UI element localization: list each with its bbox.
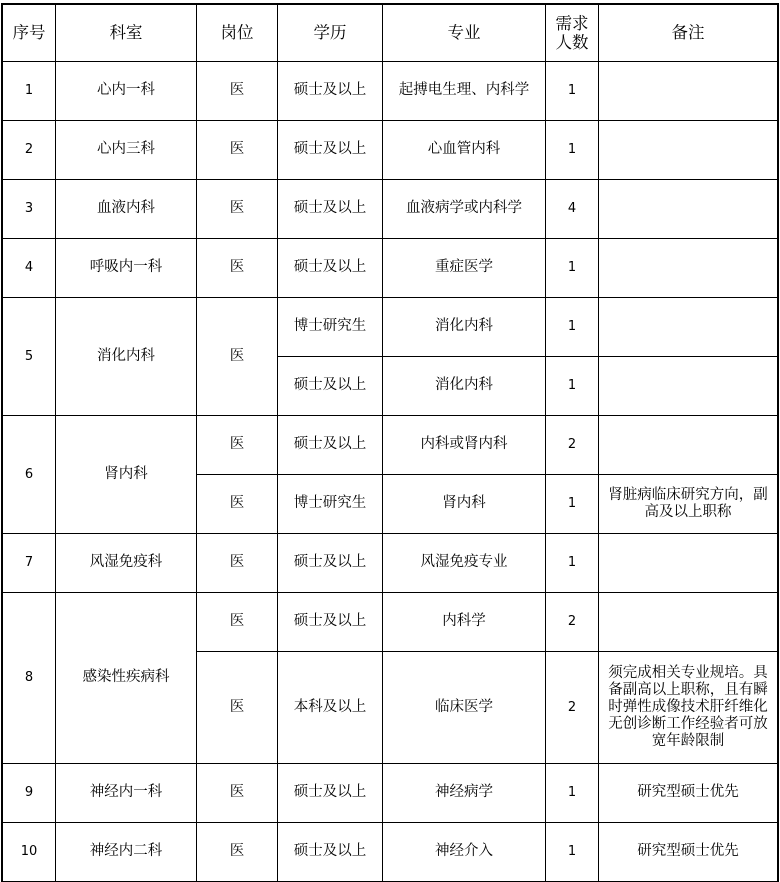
- cell-department: 风湿免疫科: [56, 534, 197, 593]
- cell-headcount: 2: [546, 652, 599, 764]
- recruitment-table: [2, 4, 778, 882]
- cell-seq: 6: [3, 416, 56, 534]
- cell-seq: 10: [3, 823, 56, 882]
- cell-post: 医: [197, 416, 278, 475]
- cell-education: 硕士及以上: [278, 357, 383, 416]
- cell-seq: 3: [3, 180, 56, 239]
- column-header-count-line2: 人数: [555, 33, 589, 52]
- cell-headcount: 1: [546, 357, 599, 416]
- cell-remark: 须完成相关专业规培。具备副高以上职称，且有瞬时弹性成像技术肝纤维化无创诊断工作经验者可放宽年龄限制: [599, 652, 778, 764]
- cell-major: 消化内科: [383, 298, 546, 357]
- column-header-edu: 学历: [278, 5, 383, 62]
- column-header-dept: 科室: [56, 5, 197, 62]
- cell-department: 肾内科: [56, 416, 197, 534]
- cell-remark: 研究型硕士优先: [599, 764, 778, 823]
- cell-education: 硕士及以上: [278, 180, 383, 239]
- cell-remark: 肾脏病临床研究方向，副高及以上职称: [599, 475, 778, 534]
- cell-education: 硕士及以上: [278, 121, 383, 180]
- cell-education: 硕士及以上: [278, 823, 383, 882]
- cell-seq: 7: [3, 534, 56, 593]
- cell-major: 消化内科: [383, 357, 546, 416]
- cell-seq: 2: [3, 121, 56, 180]
- cell-major: 起搏电生理、内科学: [383, 62, 546, 121]
- cell-remark: [599, 357, 778, 416]
- cell-post: 医: [197, 652, 278, 764]
- cell-education: 硕士及以上: [278, 416, 383, 475]
- cell-department: 呼吸内一科: [56, 239, 197, 298]
- cell-department: 感染性疾病科: [56, 593, 197, 764]
- cell-remark: [599, 239, 778, 298]
- table-body: [3, 62, 778, 882]
- cell-education: 硕士及以上: [278, 593, 383, 652]
- table-row: [3, 239, 778, 298]
- cell-education: 本科及以上: [278, 652, 383, 764]
- cell-major: 重症医学: [383, 239, 546, 298]
- cell-education: 硕士及以上: [278, 62, 383, 121]
- table-row: [3, 62, 778, 121]
- cell-education: 硕士及以上: [278, 764, 383, 823]
- cell-headcount: 2: [546, 416, 599, 475]
- cell-major: 神经介入: [383, 823, 546, 882]
- table-row: [3, 534, 778, 593]
- cell-major: 风湿免疫专业: [383, 534, 546, 593]
- cell-education: 硕士及以上: [278, 239, 383, 298]
- cell-headcount: 1: [546, 823, 599, 882]
- cell-major: 血液病学或内科学: [383, 180, 546, 239]
- cell-post: 医: [197, 823, 278, 882]
- cell-remark: [599, 180, 778, 239]
- table-row: [3, 180, 778, 239]
- cell-remark: [599, 298, 778, 357]
- table-header: [3, 5, 778, 62]
- cell-headcount: 1: [546, 239, 599, 298]
- cell-headcount: 1: [546, 62, 599, 121]
- cell-post: 医: [197, 534, 278, 593]
- column-header-major: 专业: [383, 5, 546, 62]
- cell-department: 神经内二科: [56, 823, 197, 882]
- cell-headcount: 1: [546, 475, 599, 534]
- header-row: [3, 5, 778, 62]
- cell-department: 消化内科: [56, 298, 197, 416]
- table-row: [3, 298, 778, 357]
- cell-department: 神经内一科: [56, 764, 197, 823]
- cell-headcount: 1: [546, 298, 599, 357]
- cell-remark: 研究型硕士优先: [599, 823, 778, 882]
- cell-post: 医: [197, 180, 278, 239]
- cell-department: 血液内科: [56, 180, 197, 239]
- cell-post: 医: [197, 475, 278, 534]
- cell-headcount: 1: [546, 764, 599, 823]
- cell-seq: 8: [3, 593, 56, 764]
- cell-department: 心内三科: [56, 121, 197, 180]
- cell-seq: 9: [3, 764, 56, 823]
- table-row: [3, 764, 778, 823]
- column-header-remark: 备注: [599, 5, 778, 62]
- cell-remark: [599, 534, 778, 593]
- table-row: [3, 593, 778, 652]
- cell-headcount: 1: [546, 121, 599, 180]
- cell-post: 医: [197, 121, 278, 180]
- column-header-count: [546, 5, 599, 62]
- cell-major: 内科或肾内科: [383, 416, 546, 475]
- table-row: [3, 823, 778, 882]
- cell-post: 医: [197, 298, 278, 416]
- table-row: [3, 416, 778, 475]
- cell-education: 博士研究生: [278, 475, 383, 534]
- cell-remark: [599, 593, 778, 652]
- cell-remark: [599, 62, 778, 121]
- cell-major: 临床医学: [383, 652, 546, 764]
- cell-headcount: 4: [546, 180, 599, 239]
- cell-headcount: 2: [546, 593, 599, 652]
- cell-post: 医: [197, 764, 278, 823]
- cell-post: 医: [197, 62, 278, 121]
- cell-post: 医: [197, 239, 278, 298]
- cell-post: 医: [197, 593, 278, 652]
- cell-major: 肾内科: [383, 475, 546, 534]
- cell-headcount: 1: [546, 534, 599, 593]
- cell-remark: [599, 416, 778, 475]
- cell-education: 硕士及以上: [278, 534, 383, 593]
- cell-seq: 4: [3, 239, 56, 298]
- cell-major: 内科学: [383, 593, 546, 652]
- cell-major: 心血管内科: [383, 121, 546, 180]
- cell-education: 博士研究生: [278, 298, 383, 357]
- column-header-count-line1: 需求: [555, 13, 589, 33]
- column-header-post: 岗位: [197, 5, 278, 62]
- cell-remark: [599, 121, 778, 180]
- column-header-seq: 序号: [3, 5, 56, 62]
- cell-seq: 5: [3, 298, 56, 416]
- cell-department: 心内一科: [56, 62, 197, 121]
- table-row: [3, 121, 778, 180]
- cell-major: 神经病学: [383, 764, 546, 823]
- cell-seq: 1: [3, 62, 56, 121]
